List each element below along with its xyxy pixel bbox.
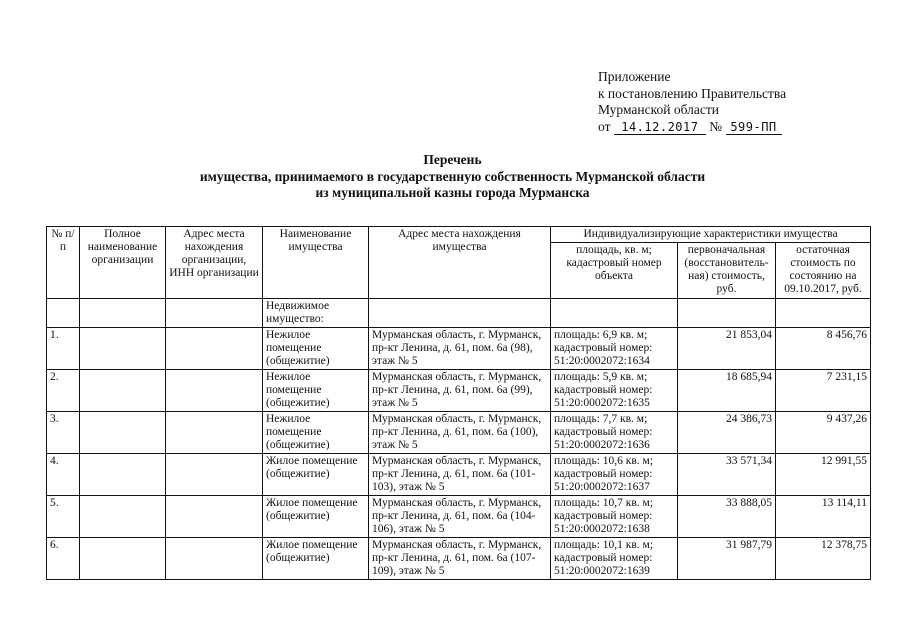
table-row <box>47 454 871 496</box>
row-org-address <box>166 412 263 454</box>
row-initial-cost: 33 571,34 <box>678 454 776 496</box>
appendix-date-line <box>598 119 786 136</box>
row-org-address <box>166 454 263 496</box>
row-initial-cost: 24 386,73 <box>678 412 776 454</box>
row-property-address: Мурманская область, г. Мурманск, пр-кт Ленина, д. 61, пом. 6а (107-109), этаж № 5 <box>369 538 551 580</box>
row-residual-cost: 13 114,11 <box>776 496 871 538</box>
row-initial-cost: 18 685,94 <box>678 370 776 412</box>
header-characteristics: Индивидуализирующие характеристики имущества <box>551 227 871 243</box>
header-org-name: Полное наименование организации <box>80 227 166 299</box>
row-org-name <box>80 328 166 370</box>
from-label: от <box>598 118 611 134</box>
appendix-block <box>598 69 786 135</box>
appendix-line-1: Приложение <box>598 69 671 84</box>
row-area: площадь: 10,1 кв. м; кадастровый номер: 51:20:0002072:1639 <box>551 538 678 580</box>
row-org-address <box>166 370 263 412</box>
table-row <box>47 538 871 580</box>
row-residual-cost: 7 231,15 <box>776 370 871 412</box>
row-num: 3. <box>47 412 80 454</box>
header-row-1 <box>47 227 871 243</box>
row-property-name: Жилое помещение (общежитие) <box>263 454 369 496</box>
title-line-2: имущества, принимаемого в государственную собственность Мурманской области <box>199 168 706 184</box>
row-residual-cost: 12 991,55 <box>776 454 871 496</box>
row-property-name: Нежилое помещение (общежитие) <box>263 370 369 412</box>
row-residual-cost: 12 378,75 <box>776 538 871 580</box>
row-num: 5. <box>47 496 80 538</box>
row-org-address <box>166 328 263 370</box>
row-org-name <box>80 454 166 496</box>
row-area: площадь: 10,7 кв. м; кадастровый номер: 51:20:0002072:1638 <box>551 496 678 538</box>
row-area: площадь: 6,9 кв. м; кадастровый номер: 51:20:0002072:1634 <box>551 328 678 370</box>
row-org-name <box>80 538 166 580</box>
table-row <box>47 370 871 412</box>
row-property-name: Жилое помещение (общежитие) <box>263 496 369 538</box>
header-property-address: Адрес места нахождения имущества <box>369 227 551 299</box>
number-label: № <box>709 118 723 134</box>
table-row <box>47 412 871 454</box>
row-property-name: Нежилое помещение (общежитие) <box>263 412 369 454</box>
row-num: 1. <box>47 328 80 370</box>
title-line-1: Перечень <box>423 152 482 167</box>
row-residual-cost: 8 456,76 <box>776 328 871 370</box>
appendix-line-2: к постановлению Правительства <box>598 85 787 101</box>
header-org-address: Адрес места нахождения организации, ИНН организации <box>166 227 263 299</box>
header-area: площадь, кв. м; кадастровый номер объекта <box>551 243 678 299</box>
header-property-name: Наименование имущества <box>263 227 369 299</box>
header-num: № п/п <box>47 227 80 299</box>
header-initial-cost: первоначальная (восстановитель-ная) стоимость, руб. <box>678 243 776 299</box>
appendix-line-3: Мурманской области <box>598 102 719 117</box>
row-property-name: Жилое помещение (общежитие) <box>263 538 369 580</box>
title-line-3: из муниципальной казны города Мурманска <box>315 185 590 200</box>
row-property-address: Мурманская область, г. Мурманск, пр-кт Ленина, д. 61, пом. 6а (99), этаж № 5 <box>369 370 551 412</box>
row-property-address: Мурманская область, г. Мурманск, пр-кт Ленина, д. 61, пом. 6а (104-106), этаж № 5 <box>369 496 551 538</box>
row-property-address: Мурманская область, г. Мурманск, пр-кт Ленина, д. 61, пом. 6а (101-103), этаж № 5 <box>369 454 551 496</box>
row-property-address: Мурманская область, г. Мурманск, пр-кт Ленина, д. 61, пом. 6а (98), этаж № 5 <box>369 328 551 370</box>
row-initial-cost: 33 888,05 <box>678 496 776 538</box>
row-org-name <box>80 370 166 412</box>
section-row <box>47 299 871 328</box>
row-residual-cost: 9 437,26 <box>776 412 871 454</box>
row-initial-cost: 31 987,79 <box>678 538 776 580</box>
row-num: 4. <box>47 454 80 496</box>
decree-date: 14.12.2017 <box>614 121 706 135</box>
row-property-address: Мурманская область, г. Мурманск, пр-кт Ленина, д. 61, пом. 6а (100), этаж № 5 <box>369 412 551 454</box>
row-org-address <box>166 496 263 538</box>
document-title <box>0 152 905 202</box>
decree-number: 599-ПП <box>726 121 782 135</box>
row-area: площадь: 7,7 кв. м; кадастровый номер: 51:20:0002072:1636 <box>551 412 678 454</box>
row-area: площадь: 5,9 кв. м; кадастровый номер: 51:20:0002072:1635 <box>551 370 678 412</box>
row-org-name <box>80 412 166 454</box>
table-row <box>47 496 871 538</box>
row-initial-cost: 21 853,04 <box>678 328 776 370</box>
section-label: Недвижимое имущество: <box>263 299 369 328</box>
row-org-address <box>166 538 263 580</box>
header-residual-cost: остаточная стоимость по состоянию на 09.10.2017, руб. <box>776 243 871 299</box>
row-area: площадь: 10,6 кв. м; кадастровый номер: 51:20:0002072:1637 <box>551 454 678 496</box>
property-table <box>46 226 871 580</box>
row-num: 6. <box>47 538 80 580</box>
table-row <box>47 328 871 370</box>
row-property-name: Нежилое помещение (общежитие) <box>263 328 369 370</box>
row-num: 2. <box>47 370 80 412</box>
row-org-name <box>80 496 166 538</box>
